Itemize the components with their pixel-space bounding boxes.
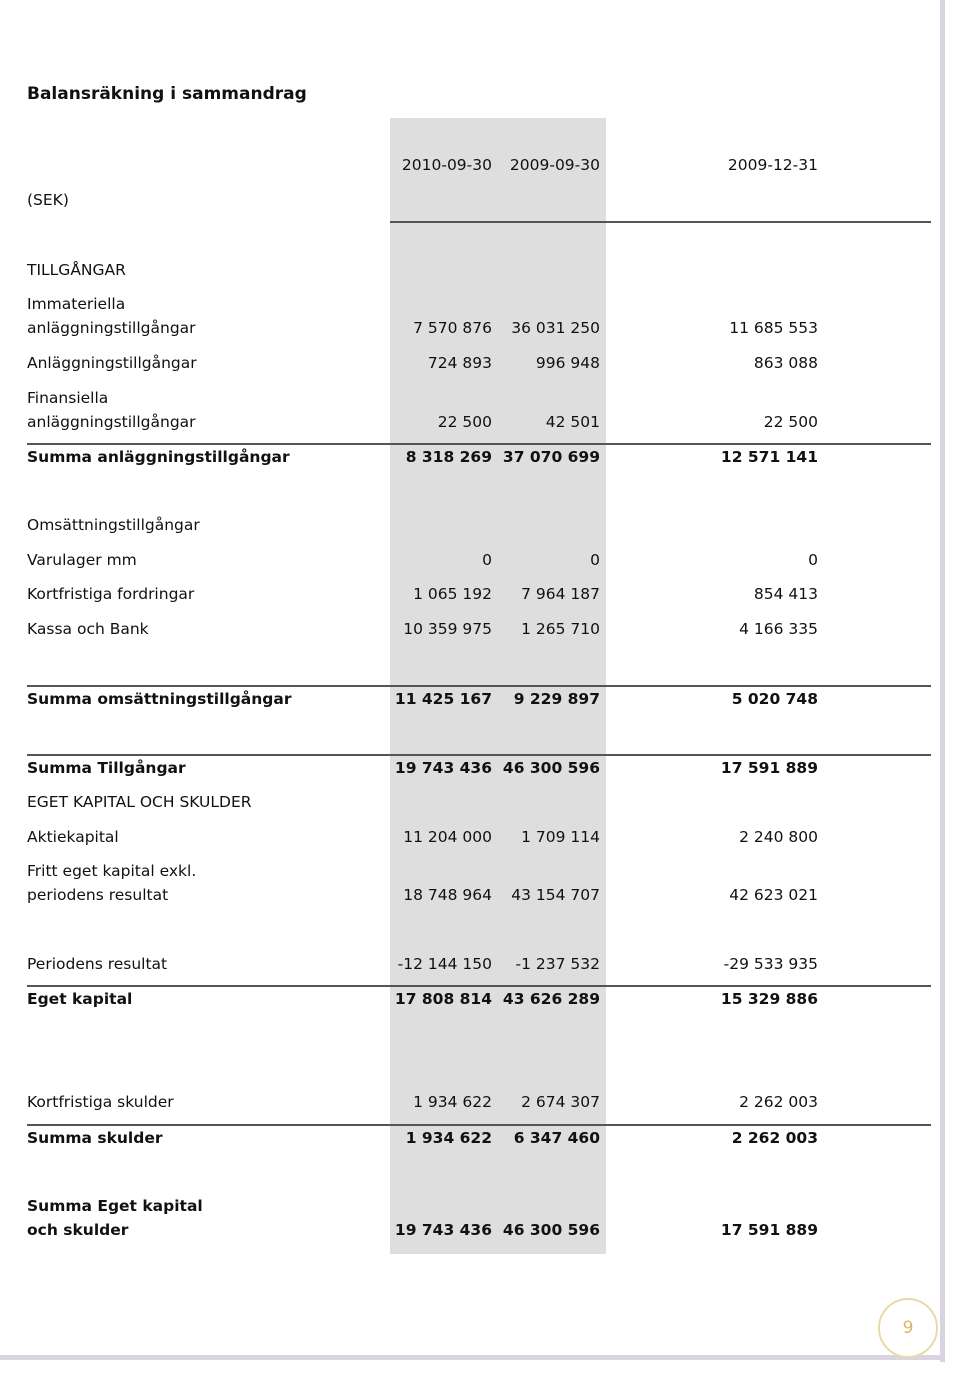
row-label: Kortfristiga fordringar	[27, 585, 195, 603]
cell-value: 11 204 000	[403, 828, 492, 846]
row-label: Summa skulder	[27, 1129, 163, 1147]
cell-value: 22 500	[763, 413, 818, 431]
cell-value: 854 413	[753, 585, 818, 603]
cell-value: 42 623 021	[729, 886, 818, 904]
page-title: Balansräkning i sammandrag	[27, 84, 307, 104]
cell-value: 1 709 114	[521, 828, 600, 846]
section-current-assets: Omsättningstillgångar	[27, 516, 200, 534]
row-label: Immateriella	[27, 295, 126, 313]
row-label: Eget kapital	[27, 990, 133, 1008]
row-label: Kortfristiga skulder	[27, 1093, 174, 1111]
cell-value: 2 674 307	[521, 1093, 600, 1111]
cell-value: 19 743 436	[394, 759, 492, 777]
cell-value: 0	[808, 551, 818, 569]
cell-value: 996 948	[535, 354, 600, 372]
cell-value: 7 570 876	[413, 319, 492, 337]
section-equity-liabilities: EGET KAPITAL OCH SKULDER	[27, 793, 252, 811]
cell-value: 863 088	[753, 354, 818, 372]
row-label: Finansiella	[27, 389, 109, 407]
row-label: Varulager mm	[27, 551, 137, 569]
cell-value: 0	[482, 551, 492, 569]
cell-value: 17 591 889	[720, 1221, 818, 1239]
cell-value: 18 748 964	[403, 886, 492, 904]
cell-value: 2 262 003	[731, 1129, 818, 1147]
cell-value: 1 065 192	[413, 585, 492, 603]
cell-value: 9 229 897	[513, 690, 600, 708]
cell-value: 22 500	[437, 413, 492, 431]
row-label: Summa anläggningstillgångar	[27, 448, 290, 466]
cell-value: 46 300 596	[502, 759, 600, 777]
cell-value: 17 808 814	[394, 990, 492, 1008]
cell-value: 46 300 596	[502, 1221, 600, 1239]
cell-value: -12 144 150	[397, 955, 492, 973]
row-label: anläggningstillgångar	[27, 413, 196, 431]
cell-value: 11 685 553	[729, 319, 818, 337]
column-header-2010-09-30: 2010-09-30	[401, 156, 492, 174]
cell-value: 1 265 710	[521, 620, 600, 638]
column-header-2009-09-30: 2009-09-30	[509, 156, 600, 174]
currency-label: (SEK)	[27, 191, 69, 209]
row-label: Fritt eget kapital exkl.	[27, 862, 197, 880]
cell-value: 43 154 707	[511, 886, 600, 904]
cell-value: 12 571 141	[720, 448, 818, 466]
cell-value: 0	[590, 551, 600, 569]
cell-value: 1 934 622	[413, 1093, 492, 1111]
header-divider	[390, 221, 931, 223]
row-label: Periodens resultat	[27, 955, 168, 973]
cell-value: -29 533 935	[723, 955, 818, 973]
cell-value: 37 070 699	[502, 448, 600, 466]
cell-value: -1 237 532	[515, 955, 600, 973]
cell-value: 42 501	[545, 413, 600, 431]
row-label: anläggningstillgångar	[27, 319, 196, 337]
cell-value: 10 359 975	[403, 620, 492, 638]
cell-value: 5 020 748	[731, 690, 818, 708]
cell-value: 17 591 889	[720, 759, 818, 777]
cell-value: 724 893	[427, 354, 492, 372]
cell-value: 2 240 800	[739, 828, 818, 846]
cell-value: 11 425 167	[394, 690, 492, 708]
cell-value: 4 166 335	[739, 620, 818, 638]
row-label: Summa Eget kapital	[27, 1197, 203, 1215]
section-assets: TILLGÅNGAR	[27, 261, 126, 279]
row-label: Kassa och Bank	[27, 620, 149, 638]
row-label: Aktiekapital	[27, 828, 119, 846]
row-label: Anläggningstillgångar	[27, 354, 197, 372]
cell-value: 7 964 187	[521, 585, 600, 603]
cell-value: 15 329 886	[720, 990, 818, 1008]
cell-value: 43 626 289	[502, 990, 600, 1008]
cell-value: 8 318 269	[405, 448, 492, 466]
row-label: Summa omsättningstillgångar	[27, 690, 292, 708]
page-border-bottom	[0, 1355, 945, 1360]
page-number: 9	[878, 1298, 938, 1358]
cell-value: 6 347 460	[513, 1129, 600, 1147]
cell-value: 2 262 003	[739, 1093, 818, 1111]
cell-value: 19 743 436	[394, 1221, 492, 1239]
row-label: och skulder	[27, 1221, 129, 1239]
cell-value: 36 031 250	[511, 319, 600, 337]
cell-value: 1 934 622	[405, 1129, 492, 1147]
row-label: periodens resultat	[27, 886, 169, 904]
page-border-right	[940, 0, 945, 1362]
column-header-2009-12-31: 2009-12-31	[727, 156, 818, 174]
row-label: Summa Tillgångar	[27, 759, 186, 777]
